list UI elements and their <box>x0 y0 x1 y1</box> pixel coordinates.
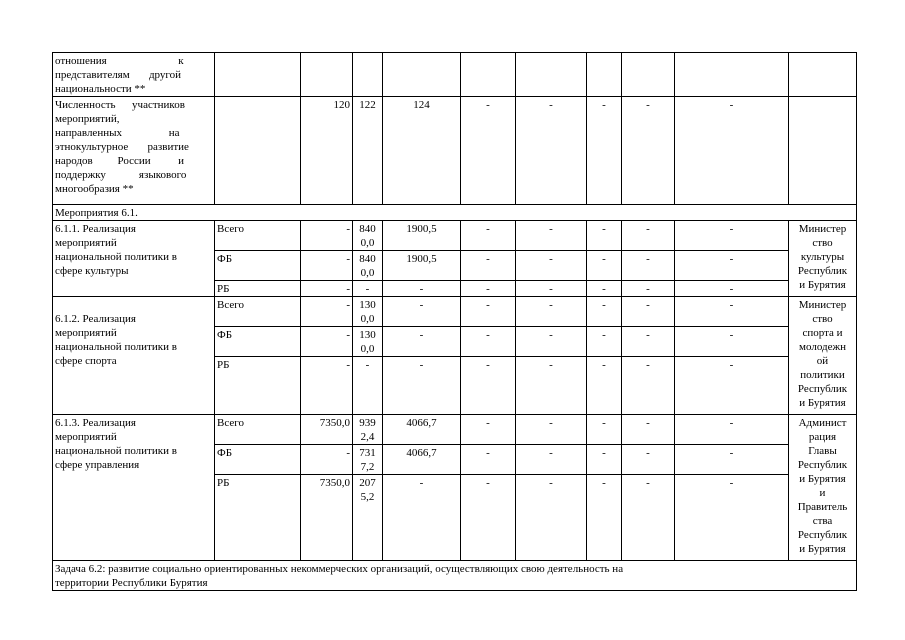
value-cell: - <box>461 221 516 251</box>
cell <box>353 53 383 97</box>
value-cell: - <box>461 97 516 205</box>
value-cell: - <box>353 357 383 415</box>
value-cell: - <box>675 251 789 281</box>
value-cell: - <box>516 415 587 445</box>
source-cell: Всего <box>215 415 301 445</box>
executor-line: ой <box>816 355 829 367</box>
executor-line: и Бурятия <box>799 279 846 291</box>
measure-611-line: мероприятий <box>55 237 117 249</box>
value-cell: - <box>675 281 789 297</box>
indicator-2-line: многообразия ** <box>55 183 134 195</box>
executor-line: Админист <box>798 417 847 429</box>
value-cell: - <box>675 415 789 445</box>
indicator-2-line: Численность участников <box>55 99 185 111</box>
measure-613-line: сфере управления <box>55 459 140 471</box>
executor-line: ство <box>812 237 833 249</box>
task-62-line: Задача 6.2: развитие социально ориентированных некоммерческих организаций, осуществляющих свою деятельность на <box>55 563 624 575</box>
task-62-line: территории Республики Бурятия <box>55 577 208 589</box>
value-cell: - <box>587 97 622 205</box>
value-line: 840 <box>359 223 376 235</box>
cell <box>675 53 789 97</box>
value-cell: - <box>383 327 461 357</box>
value-cell: - <box>516 251 587 281</box>
executor-line: культуры <box>800 251 845 263</box>
value-cell: - <box>622 97 675 205</box>
value-cell: - <box>516 297 587 327</box>
source-cell: ФБ <box>215 251 301 281</box>
cell <box>301 53 353 97</box>
cell <box>789 53 857 97</box>
value-cell: - <box>516 221 587 251</box>
executor-line: Министер <box>798 299 847 311</box>
value-cell <box>353 445 383 475</box>
value-line: 0,0 <box>360 313 375 325</box>
value-cell: - <box>461 357 516 415</box>
measure-611-title <box>53 221 215 297</box>
cell <box>215 53 301 97</box>
value-line: 731 <box>359 447 376 459</box>
executor-line: и Бурятия <box>799 543 846 555</box>
source-cell: ФБ <box>215 445 301 475</box>
indicator-2-line: народов России и <box>55 155 185 167</box>
value-cell: - <box>516 327 587 357</box>
source-cell: РБ <box>215 475 301 561</box>
value-cell: - <box>461 415 516 445</box>
measure-611-row-total <box>53 221 857 251</box>
source-cell: Всего <box>215 297 301 327</box>
value-cell: - <box>301 251 353 281</box>
value-cell: - <box>516 445 587 475</box>
value-cell: - <box>301 221 353 251</box>
executor-line: Республик <box>797 529 848 541</box>
indicator-2-line: поддержку языкового <box>55 169 187 181</box>
value-line: 840 <box>359 253 376 265</box>
value-cell: - <box>587 357 622 415</box>
measure-611-line: 6.1.1. Реализация <box>55 223 136 235</box>
measure-613-executor <box>789 415 857 561</box>
value-cell: - <box>675 297 789 327</box>
source-cell: РБ <box>215 281 301 297</box>
value-cell: - <box>587 221 622 251</box>
measure-611-line: сфере культуры <box>55 265 129 277</box>
value-cell: - <box>622 327 675 357</box>
section-header-row <box>53 205 857 221</box>
measure-613-line: 6.1.3. Реализация <box>55 417 136 429</box>
value-cell: - <box>516 357 587 415</box>
value-cell: 7350,0 <box>301 415 353 445</box>
value-cell: 122 <box>353 97 383 205</box>
executor-line: Правитель <box>797 501 848 513</box>
value-cell: - <box>301 327 353 357</box>
indicator-1-line: представителям другой <box>55 69 182 81</box>
indicator-1-name <box>53 53 215 97</box>
measure-612-line: мероприятий <box>55 327 117 339</box>
value-cell: - <box>516 475 587 561</box>
measure-612-line: национальной политики в <box>55 341 177 353</box>
section-header: Мероприятия 6.1. <box>53 205 857 221</box>
value-line: 130 <box>359 329 376 341</box>
value-cell: - <box>461 327 516 357</box>
executor-line: политики <box>800 369 845 381</box>
cell <box>587 53 622 97</box>
value-cell <box>353 251 383 281</box>
value-cell: - <box>587 251 622 281</box>
indicator-2-line: мероприятий, <box>55 113 120 125</box>
value-cell: 1900,5 <box>383 221 461 251</box>
source-cell: РБ <box>215 357 301 415</box>
value-cell <box>353 475 383 561</box>
value-cell: - <box>516 281 587 297</box>
value-cell: - <box>383 281 461 297</box>
value-cell: - <box>461 445 516 475</box>
executor-line: молодежн <box>799 341 846 353</box>
value-cell: - <box>587 445 622 475</box>
measure-612-title <box>53 297 215 415</box>
executor-line: и Бурятия <box>799 473 846 485</box>
value-cell: - <box>622 445 675 475</box>
value-cell: - <box>301 445 353 475</box>
cell <box>789 97 857 205</box>
measure-613-row-total <box>53 415 857 445</box>
value-cell: 4066,7 <box>383 415 461 445</box>
executor-line: и Бурятия <box>799 397 846 409</box>
value-cell: - <box>675 445 789 475</box>
value-cell: - <box>675 97 789 205</box>
value-cell <box>353 297 383 327</box>
executor-line: ства <box>812 515 833 527</box>
measure-612-line: 6.1.2. Реализация <box>55 313 136 325</box>
executor-line: и <box>819 487 826 499</box>
measure-611-executor <box>789 221 857 297</box>
cell <box>383 53 461 97</box>
value-cell: - <box>622 415 675 445</box>
value-cell: - <box>675 327 789 357</box>
value-line: 5,2 <box>360 491 375 503</box>
executor-line: ство <box>812 313 833 325</box>
value-line: 0,0 <box>360 267 375 279</box>
value-cell: - <box>353 281 383 297</box>
value-cell: - <box>461 281 516 297</box>
indicator-1-line: национальности ** <box>55 83 146 95</box>
value-cell <box>353 221 383 251</box>
cell <box>516 53 587 97</box>
indicator-row-2 <box>53 97 857 205</box>
value-cell: 120 <box>301 97 353 205</box>
value-line: 0,0 <box>360 343 375 355</box>
value-cell: - <box>622 221 675 251</box>
value-cell: - <box>461 251 516 281</box>
cell <box>215 97 301 205</box>
measure-612-row-total <box>53 297 857 327</box>
value-cell: - <box>587 475 622 561</box>
value-cell <box>353 327 383 357</box>
value-cell: - <box>301 357 353 415</box>
value-cell: - <box>622 251 675 281</box>
value-cell: 4066,7 <box>383 445 461 475</box>
executor-line: спорта и <box>802 327 843 339</box>
indicator-1-line: отношения к <box>55 55 184 67</box>
task-62-row <box>53 561 857 591</box>
measure-613-title <box>53 415 215 561</box>
value-line: 207 <box>359 477 376 489</box>
value-cell: - <box>383 475 461 561</box>
measure-612-executor <box>789 297 857 415</box>
value-cell: 7350,0 <box>301 475 353 561</box>
value-cell: - <box>301 297 353 327</box>
cell <box>622 53 675 97</box>
measure-611-line: национальной политики в <box>55 251 177 263</box>
value-cell: - <box>461 475 516 561</box>
value-cell: - <box>587 297 622 327</box>
indicator-2-name <box>53 97 215 205</box>
value-cell: - <box>675 475 789 561</box>
value-cell <box>353 415 383 445</box>
value-cell: - <box>622 475 675 561</box>
value-cell: - <box>383 357 461 415</box>
value-line: 2,4 <box>360 431 375 443</box>
executor-line: рация <box>808 431 837 443</box>
executor-line: Республик <box>797 265 848 277</box>
measure-612-line: сфере спорта <box>55 355 117 367</box>
value-cell: - <box>516 97 587 205</box>
indicator-2-line: направленных на <box>55 127 180 139</box>
cell <box>461 53 516 97</box>
measure-613-line: национальной политики в <box>55 445 177 457</box>
task-62-text <box>53 561 857 591</box>
value-cell: - <box>587 327 622 357</box>
executor-line: Главы <box>808 445 837 457</box>
program-table <box>52 52 857 591</box>
value-cell: - <box>622 281 675 297</box>
value-line: 7,2 <box>360 461 375 473</box>
value-cell: - <box>587 281 622 297</box>
value-cell: - <box>587 415 622 445</box>
value-cell: - <box>301 281 353 297</box>
measure-613-line: мероприятий <box>55 431 117 443</box>
indicator-2-line: этнокультурное развитие <box>55 141 189 153</box>
executor-line: Республик <box>797 459 848 471</box>
executor-line: Министер <box>798 223 847 235</box>
value-cell: - <box>675 221 789 251</box>
executor-line: Республик <box>797 383 848 395</box>
value-cell: 124 <box>383 97 461 205</box>
source-cell: Всего <box>215 221 301 251</box>
value-cell: - <box>622 357 675 415</box>
value-cell: - <box>461 297 516 327</box>
value-line: 939 <box>359 417 376 429</box>
value-line: 0,0 <box>360 237 375 249</box>
value-cell: - <box>383 297 461 327</box>
value-cell: - <box>675 357 789 415</box>
value-line: 130 <box>359 299 376 311</box>
value-cell: 1900,5 <box>383 251 461 281</box>
source-cell: ФБ <box>215 327 301 357</box>
indicator-row-1 <box>53 53 857 97</box>
value-cell: - <box>622 297 675 327</box>
